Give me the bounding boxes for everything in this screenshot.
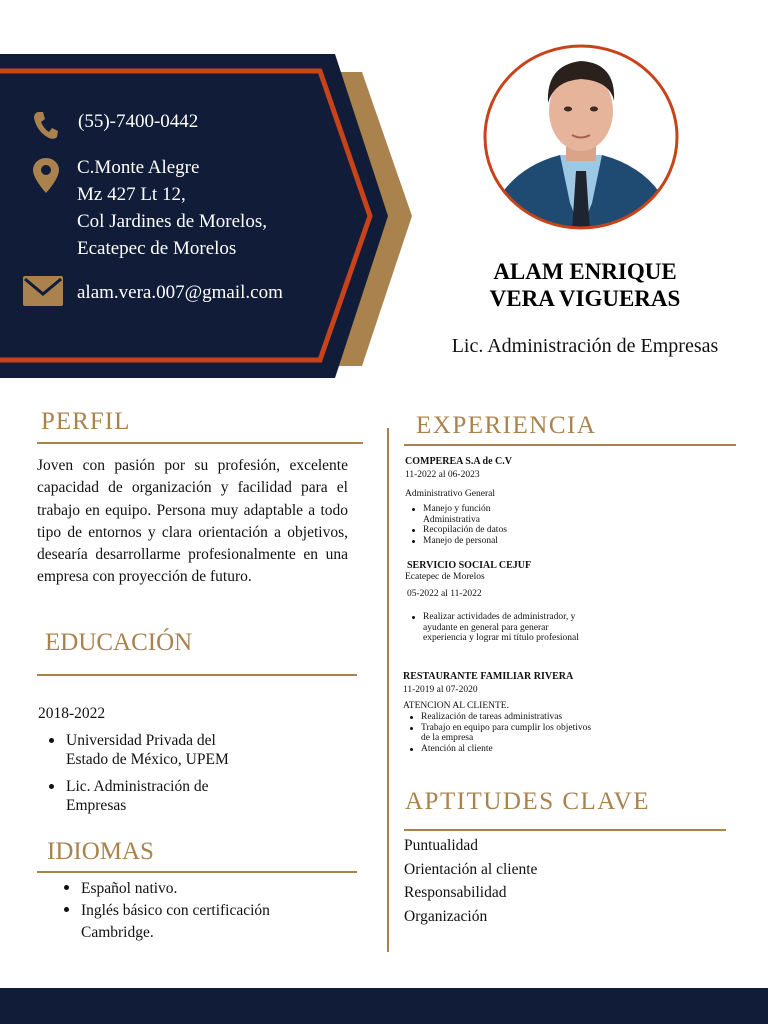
job-dates: 11-2019 al 07-2020 — [403, 685, 478, 695]
perfil-heading: PERFIL — [41, 408, 131, 435]
list-item: Universidad Privada del Estado de México, UPEM — [38, 731, 248, 769]
location-pin-icon — [33, 158, 59, 194]
list-item: Atención al cliente — [403, 744, 593, 755]
full-name — [440, 258, 730, 312]
list-item: Realizar actividades de administrador, y ayudante en general para generar experiencia y lograr mi título profesional — [405, 612, 585, 644]
list-item: Orientación al cliente — [404, 860, 538, 878]
job-company: SERVICIO SOCIAL CEJUF — [407, 560, 532, 571]
phone-icon — [32, 110, 58, 140]
job-dates: 05-2022 al 11-2022 — [407, 589, 482, 599]
experiencia-rule — [404, 444, 736, 446]
aptitudes-rule — [404, 829, 726, 831]
job-location: Ecatepec de Morelos — [405, 572, 485, 582]
educacion-rule — [37, 674, 357, 676]
job-entry — [405, 560, 595, 644]
perfil-rule — [37, 442, 363, 444]
education-years: 2018-2022 — [38, 705, 106, 722]
idiomas-heading: IDIOMAS — [47, 838, 154, 865]
list-item: Español nativo. — [53, 878, 353, 900]
name-line: VERA VIGUERAS — [489, 286, 681, 311]
job-tasks — [403, 712, 593, 754]
idiomas-rule — [37, 871, 357, 873]
email-address[interactable]: alam.vera.007@gmail.com — [77, 282, 283, 303]
job-company: RESTAURANTE FAMILIAR RIVERA — [403, 671, 574, 682]
experiencia-heading: EXPERIENCIA — [416, 412, 597, 439]
education-list — [38, 731, 318, 823]
job-entry — [405, 456, 585, 546]
perfil-text: Joven con pasión por su profesión, excelente capacidad de organización y facilidad para el trabajo en equipo. Persona muy adaptable a todo tipo de entornos y clara orientación a objetivos, desearía desarrollarme profesionalmente en una empresa con proyección de futuro. — [37, 457, 348, 586]
degree-title: Lic. Administración de Empresas — [451, 335, 719, 357]
job-tasks — [405, 504, 525, 546]
address-line: C.Monte Alegre — [77, 157, 200, 178]
list-item: Realización de tareas administrativas — [403, 712, 593, 723]
language-list — [53, 878, 353, 944]
column-divider — [387, 428, 389, 952]
job-role: ATENCION AL CLIENTE. — [403, 701, 509, 711]
educacion-heading: EDUCACIÓN — [45, 629, 193, 656]
profile-photo — [482, 43, 680, 231]
job-company: COMPEREA S.A de C.V — [405, 456, 512, 467]
name-line: ALAM ENRIQUE — [493, 259, 677, 284]
job-tasks — [405, 612, 585, 644]
skills-list — [404, 834, 537, 928]
address-line: Col Jardines de Morelos, — [77, 211, 267, 232]
address-line: Mz 427 Lt 12, — [77, 184, 186, 205]
aptitudes-heading: APTITUDES CLAVE — [405, 788, 650, 815]
job-role: Administrativo General — [405, 489, 495, 499]
list-item: Recopilación de datos — [405, 525, 525, 536]
footer-bar — [0, 988, 768, 1024]
list-item: Puntualidad — [404, 837, 479, 854]
list-item: Responsabilidad — [404, 884, 507, 901]
phone-number[interactable]: (55)-7400-0442 — [78, 111, 199, 132]
mail-icon — [23, 276, 63, 306]
list-item: Organización — [404, 907, 488, 925]
address — [77, 154, 267, 262]
list-item: Inglés básico con certificación Cambridge. — [53, 900, 283, 944]
list-item: Manejo y función Administrativa — [405, 504, 525, 525]
list-item: Trabajo en equipo para cumplir los objetivos de la empresa — [403, 723, 593, 744]
job-entry — [403, 671, 603, 754]
list-item: Lic. Administración de Empresas — [38, 777, 248, 815]
job-dates: 11-2022 al 06-2023 — [405, 470, 480, 480]
list-item: Manejo de personal — [405, 536, 525, 547]
address-line: Ecatepec de Morelos — [77, 238, 237, 259]
